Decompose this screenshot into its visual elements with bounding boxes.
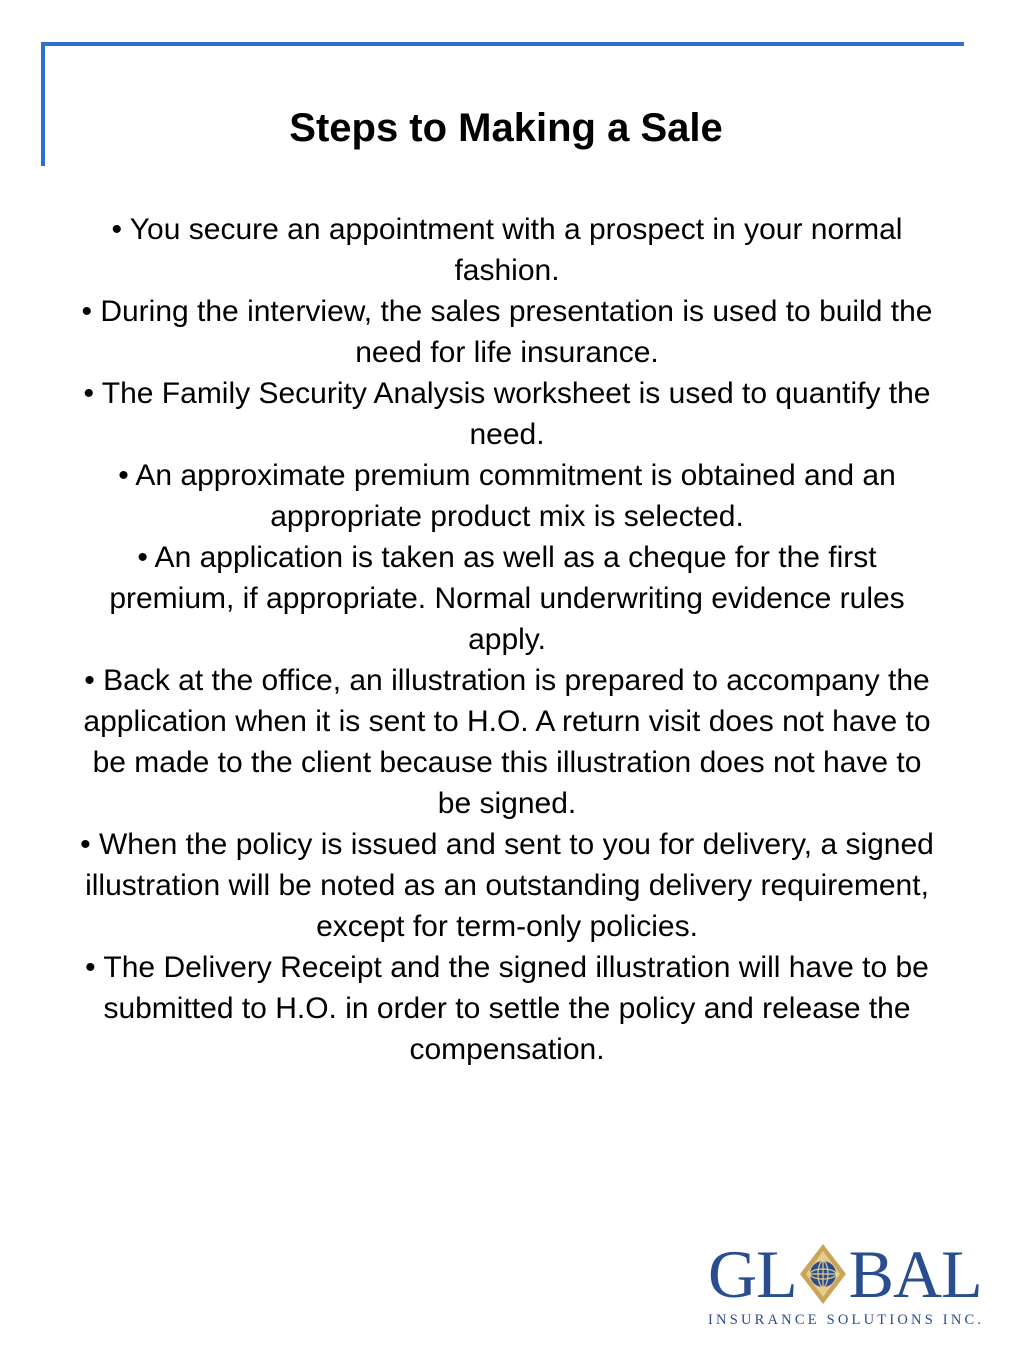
global-insurance-logo bbox=[708, 1238, 990, 1330]
slide-title: Steps to Making a Sale bbox=[289, 106, 723, 150]
step-item: • An approximate premium commitment is obtained and an appropriate product mix is selected. bbox=[118, 459, 896, 533]
logo-word-part-1: GL bbox=[708, 1236, 797, 1312]
steps-list bbox=[80, 209, 934, 1070]
logo-word-part-2: BAL bbox=[848, 1236, 982, 1312]
step-item: • The Family Security Analysis worksheet is used to quantify the need. bbox=[83, 377, 931, 451]
step-item: • During the interview, the sales presentation is used to build the need for life insurance. bbox=[81, 295, 933, 369]
globe-diamond-icon bbox=[798, 1242, 848, 1306]
slide-frame-top-line bbox=[41, 42, 964, 46]
logo-wordmark bbox=[708, 1238, 990, 1310]
step-item: • You secure an appointment with a prospect in your normal fashion. bbox=[111, 213, 903, 287]
step-item: • The Delivery Receipt and the signed illustration will have to be submitted to H.O. in order to settle the policy and release the compensation. bbox=[85, 951, 929, 1066]
step-item: • An application is taken as well as a cheque for the first premium, if appropriate. Normal underwriting evidence rules apply. bbox=[109, 541, 905, 656]
logo-subtitle: INSURANCE SOLUTIONS INC. bbox=[708, 1312, 985, 1328]
step-item: • When the policy is issued and sent to you for delivery, a signed illustration will be noted as an outstanding delivery requirement, except for term-only policies. bbox=[80, 828, 934, 943]
step-item: • Back at the office, an illustration is prepared to accompany the application when it is sent to H.O. A return visit does not have to be made to the client because this illustration does not have to be signed. bbox=[83, 664, 931, 820]
